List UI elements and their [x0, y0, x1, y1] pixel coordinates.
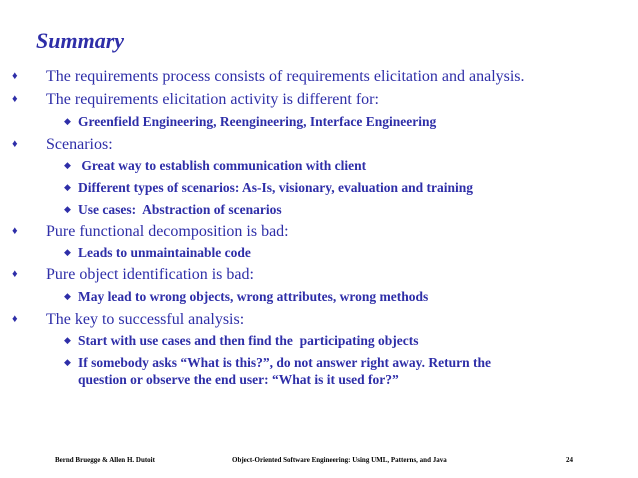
diamond-bullet-icon: ♦ [12, 225, 18, 237]
bullet-text: The requirements process consists of requirements elicitation and analysis. [46, 68, 525, 85]
diamond-sub-bullet-icon: ◆ [64, 357, 71, 367]
bullet-text: Pure functional decomposition is bad: [46, 223, 289, 240]
sub-bullet-use-cases [64, 201, 282, 218]
bullet-text: The key to successful analysis: [46, 311, 245, 328]
sub-bullet-scenario-types [64, 179, 474, 196]
sub-bullet-text: If somebody asks “What is this?”, do not answer right away. Return the [78, 355, 492, 370]
diamond-sub-bullet-icon: ◆ [64, 160, 71, 170]
sub-bullet-communication [64, 157, 367, 174]
bullet-elicitation-activity [12, 91, 379, 109]
sub-bullet-unmaintainable [64, 244, 251, 261]
diamond-bullet-icon: ♦ [12, 268, 18, 280]
sub-bullet-start-use-cases [64, 332, 419, 349]
sub-bullet-text: Greenfield Engineering, Reengineering, Interface Engineering [78, 114, 437, 129]
bullet-successful-analysis [12, 311, 245, 329]
sub-bullet-what-is-this [64, 354, 492, 371]
footer-authors: Bernd Bruegge & Allen H. Dutoit [55, 456, 155, 464]
diamond-sub-bullet-icon: ◆ [64, 116, 71, 126]
sub-bullet-text: Great way to establish communication with client [78, 158, 367, 173]
sub-bullet-text: Start with use cases and then find the participating objects [78, 333, 419, 348]
sub-bullet-continuation [78, 371, 399, 388]
diamond-sub-bullet-icon: ◆ [64, 247, 71, 257]
bullet-text: Scenarios: [46, 136, 113, 153]
bullet-functional-decomposition [12, 223, 289, 241]
diamond-bullet-icon: ♦ [12, 70, 18, 82]
sub-bullet-engineering-types [64, 113, 437, 130]
diamond-sub-bullet-icon: ◆ [64, 182, 71, 192]
sub-bullet-text: Use cases: Abstraction of scenarios [78, 202, 282, 217]
diamond-bullet-icon: ♦ [12, 138, 18, 150]
bullet-object-identification [12, 266, 254, 284]
bullet-requirements-process [12, 68, 525, 86]
bullet-scenarios [12, 136, 113, 154]
diamond-sub-bullet-icon: ◆ [64, 335, 71, 345]
diamond-bullet-icon: ♦ [12, 93, 18, 105]
footer-book-title: Object-Oriented Software Engineering: Using UML, Patterns, and Java [232, 456, 447, 464]
sub-bullet-wrong-objects [64, 288, 429, 305]
slide-title: Summary [36, 28, 125, 53]
sub-bullet-text: question or observe the end user: “What is it used for?” [78, 372, 399, 387]
diamond-sub-bullet-icon: ◆ [64, 291, 71, 301]
footer-page-number: 24 [566, 456, 573, 464]
sub-bullet-text: May lead to wrong objects, wrong attributes, wrong methods [78, 289, 429, 304]
sub-bullet-text: Different types of scenarios: As-Is, visionary, evaluation and training [78, 180, 474, 195]
sub-bullet-text: Leads to unmaintainable code [78, 245, 251, 260]
diamond-bullet-icon: ♦ [12, 313, 18, 325]
bullet-text: The requirements elicitation activity is different for: [46, 91, 379, 108]
diamond-sub-bullet-icon: ◆ [64, 204, 71, 214]
bullet-text: Pure object identification is bad: [46, 266, 254, 283]
